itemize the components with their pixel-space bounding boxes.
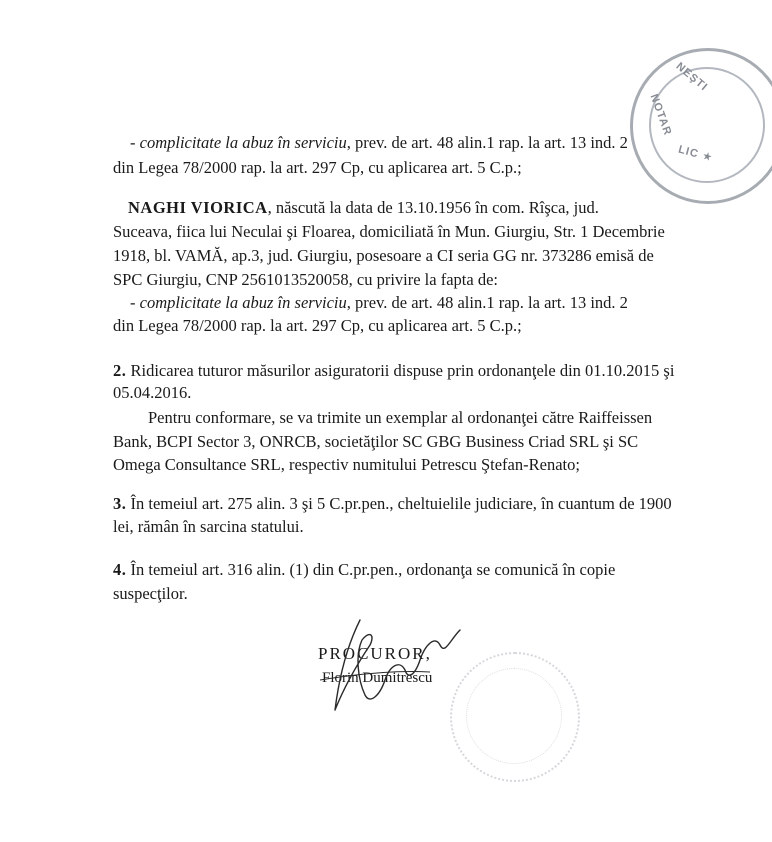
text-line-7 [130, 293, 628, 313]
section-4-text: În temeiul art. 316 alin. (1) din C.pr.pen., ordonanţa se comunică în copie [126, 560, 616, 579]
person-name: NAGHI VIORICA [128, 198, 268, 217]
section-2-line-3: Pentru conformare, se va trimite un exemplar al ordonanţei către Raiffeissen [148, 408, 653, 427]
notary-stamp-text-left: NOTAR [647, 92, 674, 138]
text-line-3 [128, 198, 599, 218]
section-4-number: 4. [113, 560, 127, 579]
text-line-7-rest: , prev. de art. 48 alin.1 rap. la art. 13 ind. 2 [346, 293, 628, 312]
section-2-text: Ridicarea tuturor măsurilor asiguratorii dispuse prin ordonanţele din 01.10.2015 şi [126, 361, 675, 380]
notary-stamp [630, 48, 772, 204]
text-line-4: Suceava, fiica lui Neculai şi Floarea, domiciliată în Mun. Giurgiu, Str. 1 Decembrie [113, 222, 665, 241]
section-2-line-5: Omega Consultance SRL, respectiv numitului Petrescu Ştefan-Renato; [113, 455, 580, 474]
text-line-3-rest: , născută la data de 13.10.1956 în com. Rîşca, jud. [267, 198, 599, 217]
text-line-8: din Legea 78/2000 rap. la art. 297 Cp, cu aplicarea art. 5 C.p.; [113, 316, 522, 335]
text-line-1 [130, 133, 628, 153]
section-3-text: În temeiul art. 275 alin. 3 şi 5 C.pr.pen., cheltuielile judiciare, în cuantum de 1900 [126, 494, 672, 513]
section-2-number: 2. [113, 361, 127, 380]
text-line-7-italic: - complicitate la abuz în serviciu [130, 293, 347, 312]
text-line-2: din Legea 78/2000 rap. la art. 297 Cp, cu aplicarea art. 5 C.p.; [113, 158, 522, 177]
official-stamp-inner-ring [466, 668, 562, 764]
text-line-1-rest: , prev. de art. 48 alin.1 rap. la art. 13 ind. 2 [346, 133, 628, 152]
section-4-line-1 [113, 560, 615, 580]
section-4-line-2: suspecţilor. [113, 584, 188, 603]
text-line-5: 1918, bl. VAMĂ, ap.3, jud. Giurgiu, posesoare a CI seria GG nr. 373286 emisă de [113, 246, 654, 265]
section-2-line-2: 05.04.2016. [113, 383, 192, 402]
official-stamp-faded [450, 652, 580, 782]
section-2-line-1 [113, 361, 674, 381]
section-3-number: 3. [113, 494, 127, 513]
signature-title: PROCUROR, [318, 644, 432, 663]
section-3-line-1 [113, 494, 672, 514]
section-3-line-2: lei, rămân în sarcina statului. [113, 517, 304, 536]
text-line-1-italic: - complicitate la abuz în serviciu [130, 133, 347, 152]
notary-stamp-text-bottom: LIC ★ [676, 143, 715, 165]
signature-name: Florin Dumitrescu [322, 670, 433, 686]
text-line-6: SPC Giurgiu, CNP 2561013520058, cu privire la fapta de: [113, 270, 498, 289]
section-2-line-4: Bank, BCPI Sector 3, ONRCB, societăţilor SC GBG Business Criad SRL şi SC [113, 432, 639, 451]
notary-stamp-text-top: NEŞTI [673, 60, 710, 94]
